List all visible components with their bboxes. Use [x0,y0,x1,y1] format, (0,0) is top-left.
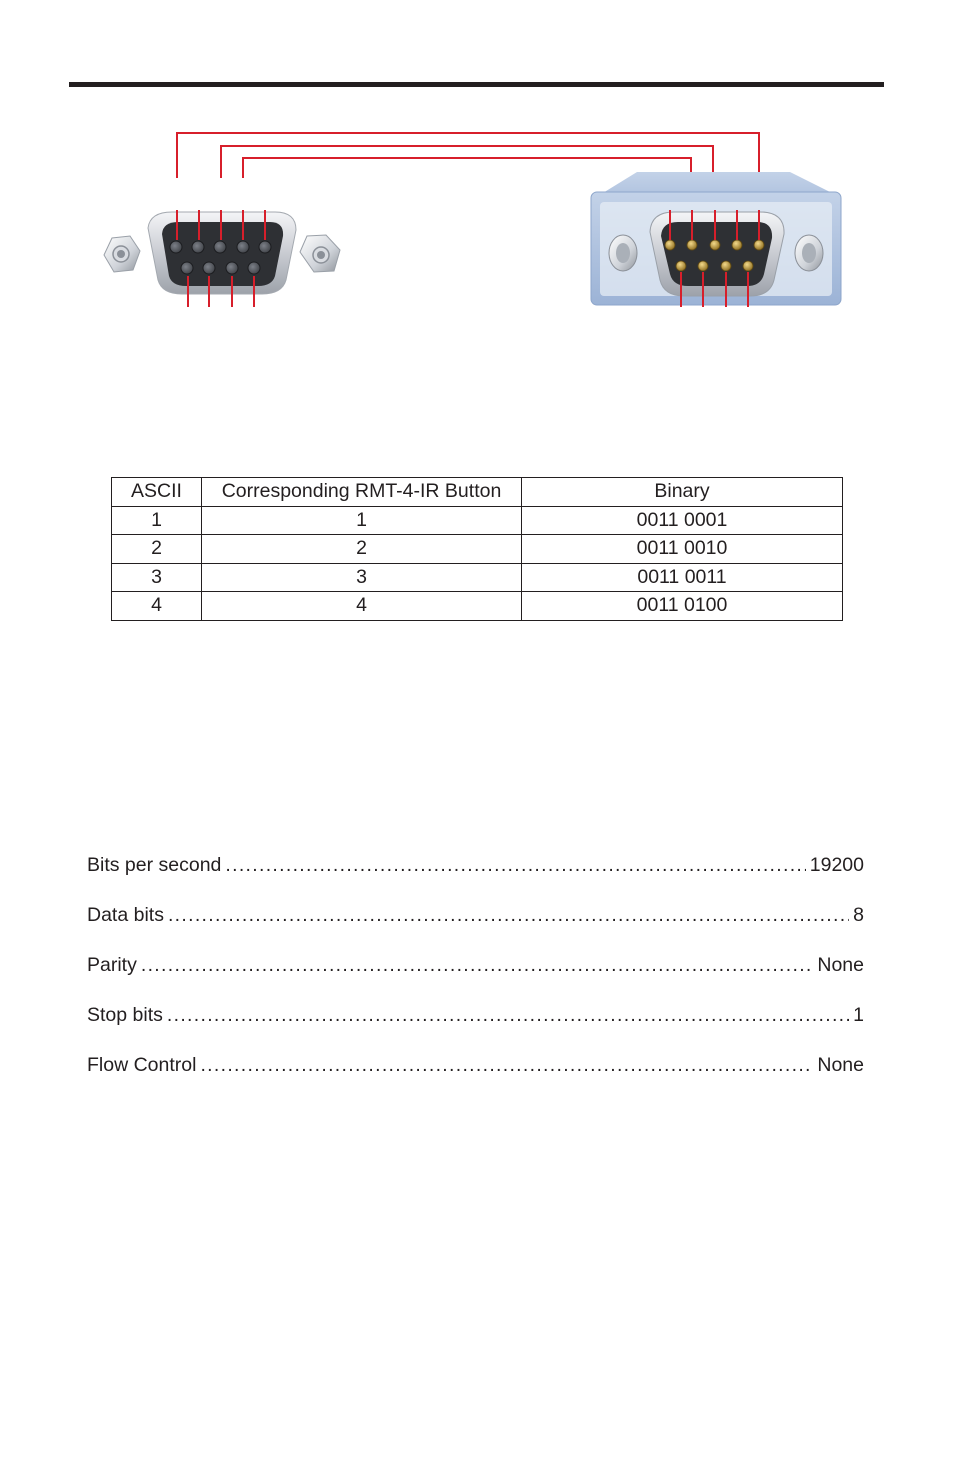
screw-right-icon [795,235,823,271]
serial-settings-list [87,854,864,1104]
wire-inner [243,158,691,178]
dot-leader [200,1054,813,1077]
hex-nut-left-icon [104,236,140,272]
cell-ascii: 4 [112,592,202,621]
setting-value: 19200 [809,854,864,876]
header-binary: Binary [522,478,843,507]
cell-ascii: 2 [112,535,202,564]
cell-button: 4 [202,592,522,621]
cell-binary: 0011 0010 [522,535,843,564]
table-header-row [112,478,843,507]
setting-label: Stop bits [87,1004,163,1026]
dot-leader [167,1004,849,1027]
screw-left-icon [609,235,637,271]
cell-ascii: 1 [112,506,202,535]
setting-stop-bits [87,1004,864,1054]
setting-value: None [817,954,864,976]
male-connector [591,172,841,307]
dot-leader [141,954,814,977]
cell-button: 3 [202,563,522,592]
cell-binary: 0011 0001 [522,506,843,535]
wire-outer [177,133,759,178]
setting-flow-control [87,1054,864,1104]
setting-label: Parity [87,954,137,976]
setting-value: None [817,1054,864,1076]
db9-wiring-diagram [0,0,954,330]
setting-parity [87,954,864,1004]
table-row [112,563,843,592]
cell-button: 2 [202,535,522,564]
cell-button: 1 [202,506,522,535]
setting-bits-per-second [87,854,864,904]
ascii-button-table [111,477,843,621]
setting-data-bits [87,904,864,954]
setting-label: Bits per second [87,854,222,876]
wire-group [177,133,759,178]
cell-binary: 0011 0011 [522,563,843,592]
hex-nut-right-icon [300,235,340,272]
cell-ascii: 3 [112,563,202,592]
setting-label: Data bits [87,904,164,926]
dot-leader [168,904,849,927]
setting-value: 8 [853,904,864,926]
female-connector [104,210,340,307]
header-ascii: ASCII [112,478,202,507]
setting-value: 1 [853,1004,864,1026]
dot-leader [225,854,805,877]
table-row [112,592,843,621]
header-button: Corresponding RMT-4-IR Button [202,478,522,507]
table-row [112,535,843,564]
setting-label: Flow Control [87,1054,197,1076]
cell-binary: 0011 0100 [522,592,843,621]
table-row [112,506,843,535]
